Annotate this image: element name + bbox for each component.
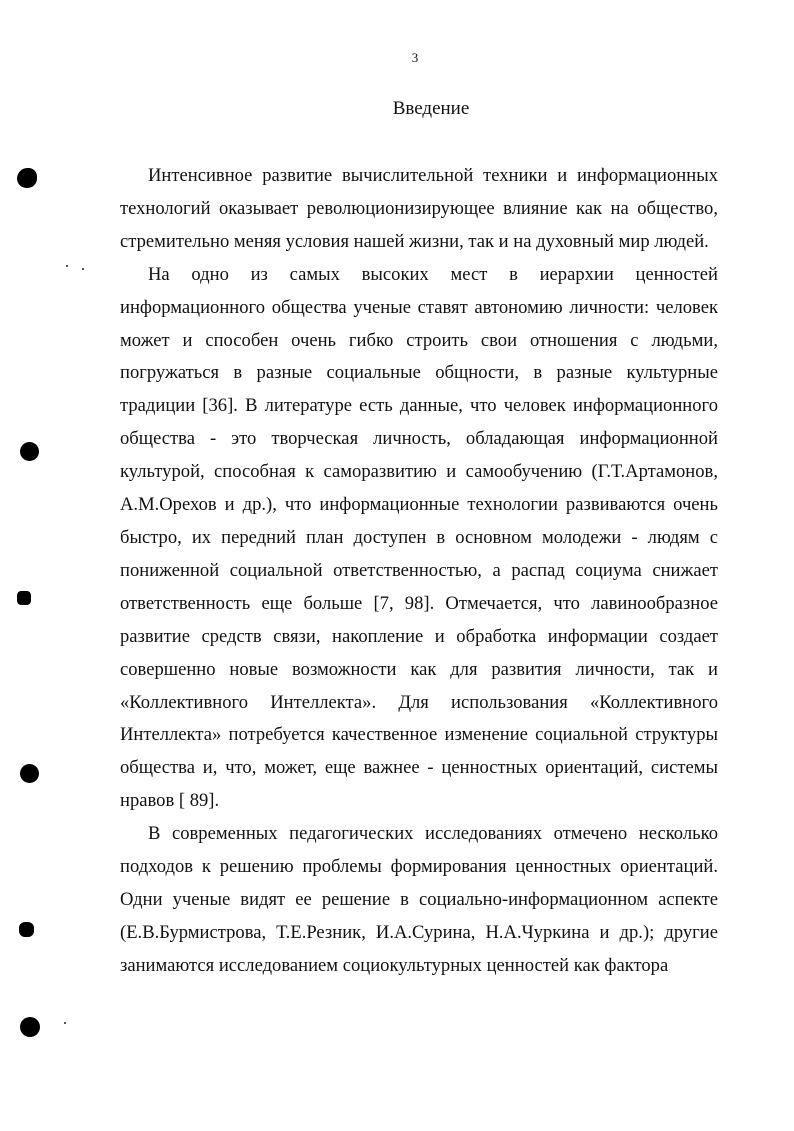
paragraph: Интенсивное развитие вычислительной техники и информационных технологий оказывает революционизирующее влияние как на общество, стремительно меняя условия нашей жизни, так и на духовный мир людей. (120, 165, 718, 252)
document-body (120, 160, 718, 983)
punch-hole-mark (20, 764, 39, 783)
scan-speck (64, 1022, 66, 1024)
paragraph: В современных педагогических исследованиях отмечено несколько подходов к решению проблемы формирования ценностных ориентаций. Одни ученые видят ее решение в социально-информационном аспекте (Е.В.Бурмистрова, Т.Е.Резник, И.А.Сурина, Н.А.Чуркина и др.); другие занимаются исследованием социокультурных ценностей как фактора (120, 823, 718, 976)
page-title: Введение (392, 98, 470, 119)
punch-hole-mark (19, 922, 34, 937)
punch-hole-mark (17, 168, 37, 188)
page-number: 3 (411, 50, 419, 65)
scan-speck (66, 265, 68, 267)
punch-hole-mark (17, 591, 31, 605)
paragraph: На одно из самых высоких мест в иерархии ценностей информационного общества ученые ставят автономию личности: человек может и способен очень гибко строить свои отношения с людьми, погружаться в разные социальные общности, в разные культурные традиции [36]. В литературе есть данные, что человек информационного общества - это творческая личность, обладающая информационной культурой, способная к саморазвитию и самообучению (Г.Т.Артамонов, А.М.Орехов и др.), что информационные технологии развиваются очень быстро, их передний план доступен в основном молодежи - людям с пониженной социальной ответственностью, а распад социума снижает ответственность еще больше [7, 98]. Отмечается, что лавинообразное развитие средств связи, накопление и обработка информации создает совершенно новые возможности как для развития личности, так и «Коллективного Интеллекта». Для использования «Коллективного Интеллекта» потребуется качественное изменение социальной структуры общества и, что, может, еще важнее - ценностных ориентаций, системы нравов [ 89]. (120, 263, 718, 812)
punch-hole-mark (20, 1017, 40, 1037)
scan-speck (82, 268, 84, 270)
punch-hole-mark (20, 442, 39, 461)
